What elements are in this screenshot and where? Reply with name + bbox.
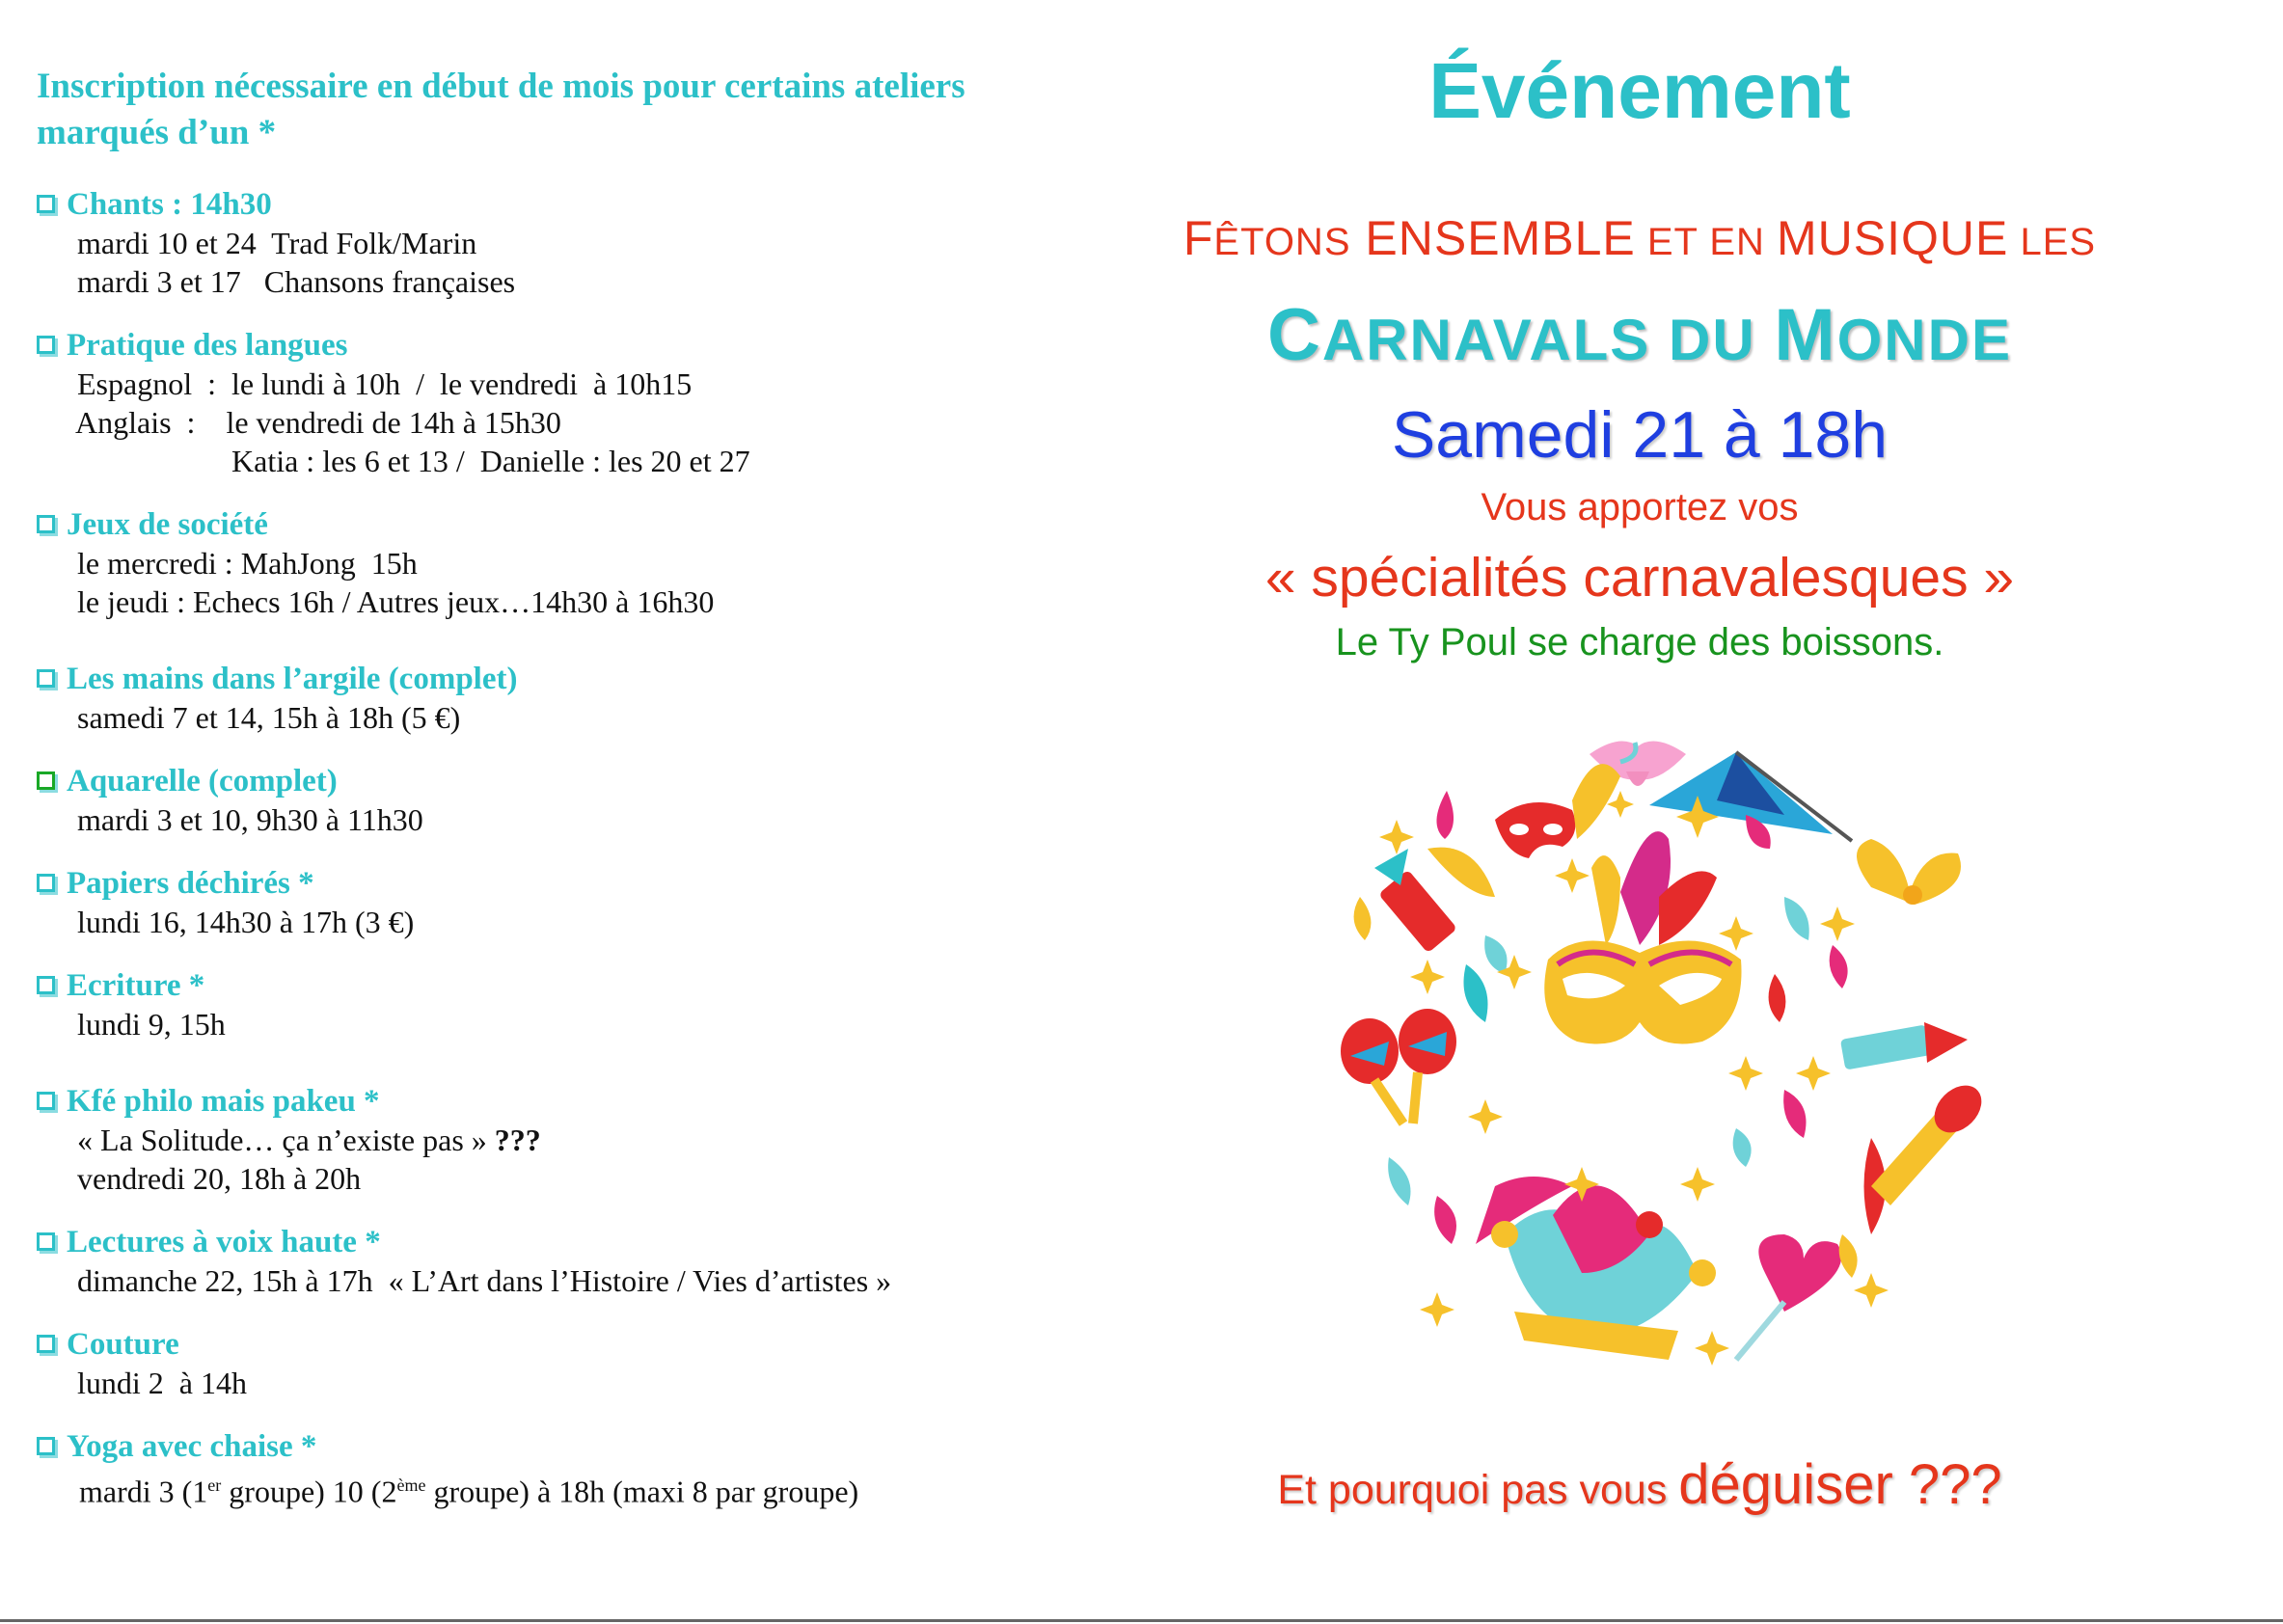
checkbox-bullet-icon — [37, 1232, 55, 1251]
carnival-illustration — [1331, 733, 2006, 1398]
atelier-title: Papiers déchirés * — [67, 866, 314, 901]
atelier-line: lundi 16, 14h30 à 17h (3 €) — [77, 905, 415, 939]
registration-notice: Inscription nécessaire en début de mois pour certains ateliers marqués d’un * — [37, 67, 965, 152]
atelier-title: Aquarelle (complet) — [67, 764, 338, 798]
event-heading: Événement — [1428, 47, 1851, 135]
atelier-kfe-philo — [37, 1082, 1098, 1198]
checkbox-bullet-icon — [37, 771, 55, 790]
atelier-title: Jeux de société — [67, 507, 268, 542]
atelier-line: dimanche 22, 15h à 17h « L’Art dans l’Histoire / Vies d’artistes » — [77, 1263, 892, 1298]
page-divider — [0, 1619, 2283, 1622]
atelier-title: Les mains dans l’argile (complet) — [67, 662, 518, 696]
atelier-line: lundi 9, 15h — [77, 1007, 226, 1042]
atelier-lectures — [37, 1223, 1098, 1300]
atelier-ecriture — [37, 966, 1098, 1043]
atelier-aquarelle — [37, 762, 1098, 839]
atelier-line: lundi 2 à 14h — [77, 1366, 247, 1400]
drinks-text: Le Ty Poul se charge des boissons. — [1335, 621, 1944, 663]
question-marks: ??? — [494, 1123, 541, 1157]
atelier-line: Katia : les 6 et 13 / Danielle : les 20 et 27 — [231, 444, 750, 478]
atelier-papiers — [37, 864, 1098, 941]
atelier-title: Yoga avec chaise * — [67, 1429, 317, 1464]
checkbox-bullet-icon — [37, 336, 55, 354]
checkbox-bullet-icon — [37, 976, 55, 994]
atelier-line: mardi 3 (1er groupe) 10 (2ème groupe) à 18h (maxi 8 par groupe) — [79, 1474, 859, 1509]
checkbox-bullet-icon — [37, 515, 55, 533]
atelier-title: Pratique des langues — [67, 328, 348, 363]
checkbox-bullet-icon — [37, 1437, 55, 1455]
atelier-line: samedi 7 et 14, 15h à 18h (5 €) — [77, 700, 461, 735]
specialities-text: « spécialités carnavalesques » — [1264, 547, 2015, 609]
atelier-title: Kfé philo mais pakeu * — [67, 1084, 380, 1119]
atelier-line: mardi 3 et 10, 9h30 à 11h30 — [77, 802, 423, 837]
atelier-line: Espagnol : le lundi à 10h / le vendredi à 10h15 — [77, 366, 693, 401]
atelier-title: Chants : 14h30 — [67, 187, 272, 222]
costume-invite: Et pourquoi pas vous déguiser ??? — [1277, 1453, 2002, 1516]
atelier-jeux — [37, 505, 1098, 621]
atelier-langues — [37, 326, 1098, 480]
trumpet-icon — [1871, 1076, 1991, 1205]
checkbox-bullet-icon — [37, 1092, 55, 1110]
atelier-line: le mercredi : MahJong 15h — [77, 546, 418, 581]
heart-lollipop-icon — [1736, 1234, 1841, 1360]
bring-food-text: Vous apportez vos — [1481, 486, 1799, 528]
atelier-title: Couture — [67, 1327, 179, 1362]
maracas-icon — [1341, 1009, 1456, 1123]
atelier-argile — [37, 660, 1098, 737]
atelier-line: Anglais : le vendredi de 14h à 15h30 — [75, 405, 561, 440]
atelier-line: le jeudi : Echecs 16h / Autres jeux…14h30 à 16h30 — [77, 584, 715, 619]
carnival-mask-icon — [1495, 802, 1575, 858]
event-title: CARNAVALS DU MONDE — [1267, 294, 2012, 376]
atelier-chants — [37, 185, 1098, 301]
atelier-couture — [37, 1325, 1098, 1402]
bow-icon — [1857, 839, 1961, 905]
atelier-line: « La Solitude… ça n’existe pas » — [77, 1123, 487, 1157]
event-tagline: FÊTONS ENSEMBLE ET EN MUSIQUE LES — [1182, 211, 2097, 265]
event-date: Samedi 21 à 18h — [1391, 398, 1889, 472]
checkbox-bullet-icon — [37, 195, 55, 213]
atelier-title: Lectures à voix haute * — [67, 1225, 381, 1259]
ateliers-column — [37, 64, 1098, 1536]
checkbox-bullet-icon — [37, 1335, 55, 1353]
checkbox-bullet-icon — [37, 874, 55, 892]
atelier-line: mardi 3 et 17 Chansons françaises — [77, 264, 516, 299]
atelier-title: Ecriture * — [67, 968, 205, 1003]
checkbox-bullet-icon — [37, 669, 55, 688]
atelier-line: mardi 10 et 24 Trad Folk/Marin — [77, 226, 477, 260]
atelier-line: vendredi 20, 18h à 20h — [77, 1161, 362, 1196]
atelier-yoga — [37, 1427, 1098, 1511]
